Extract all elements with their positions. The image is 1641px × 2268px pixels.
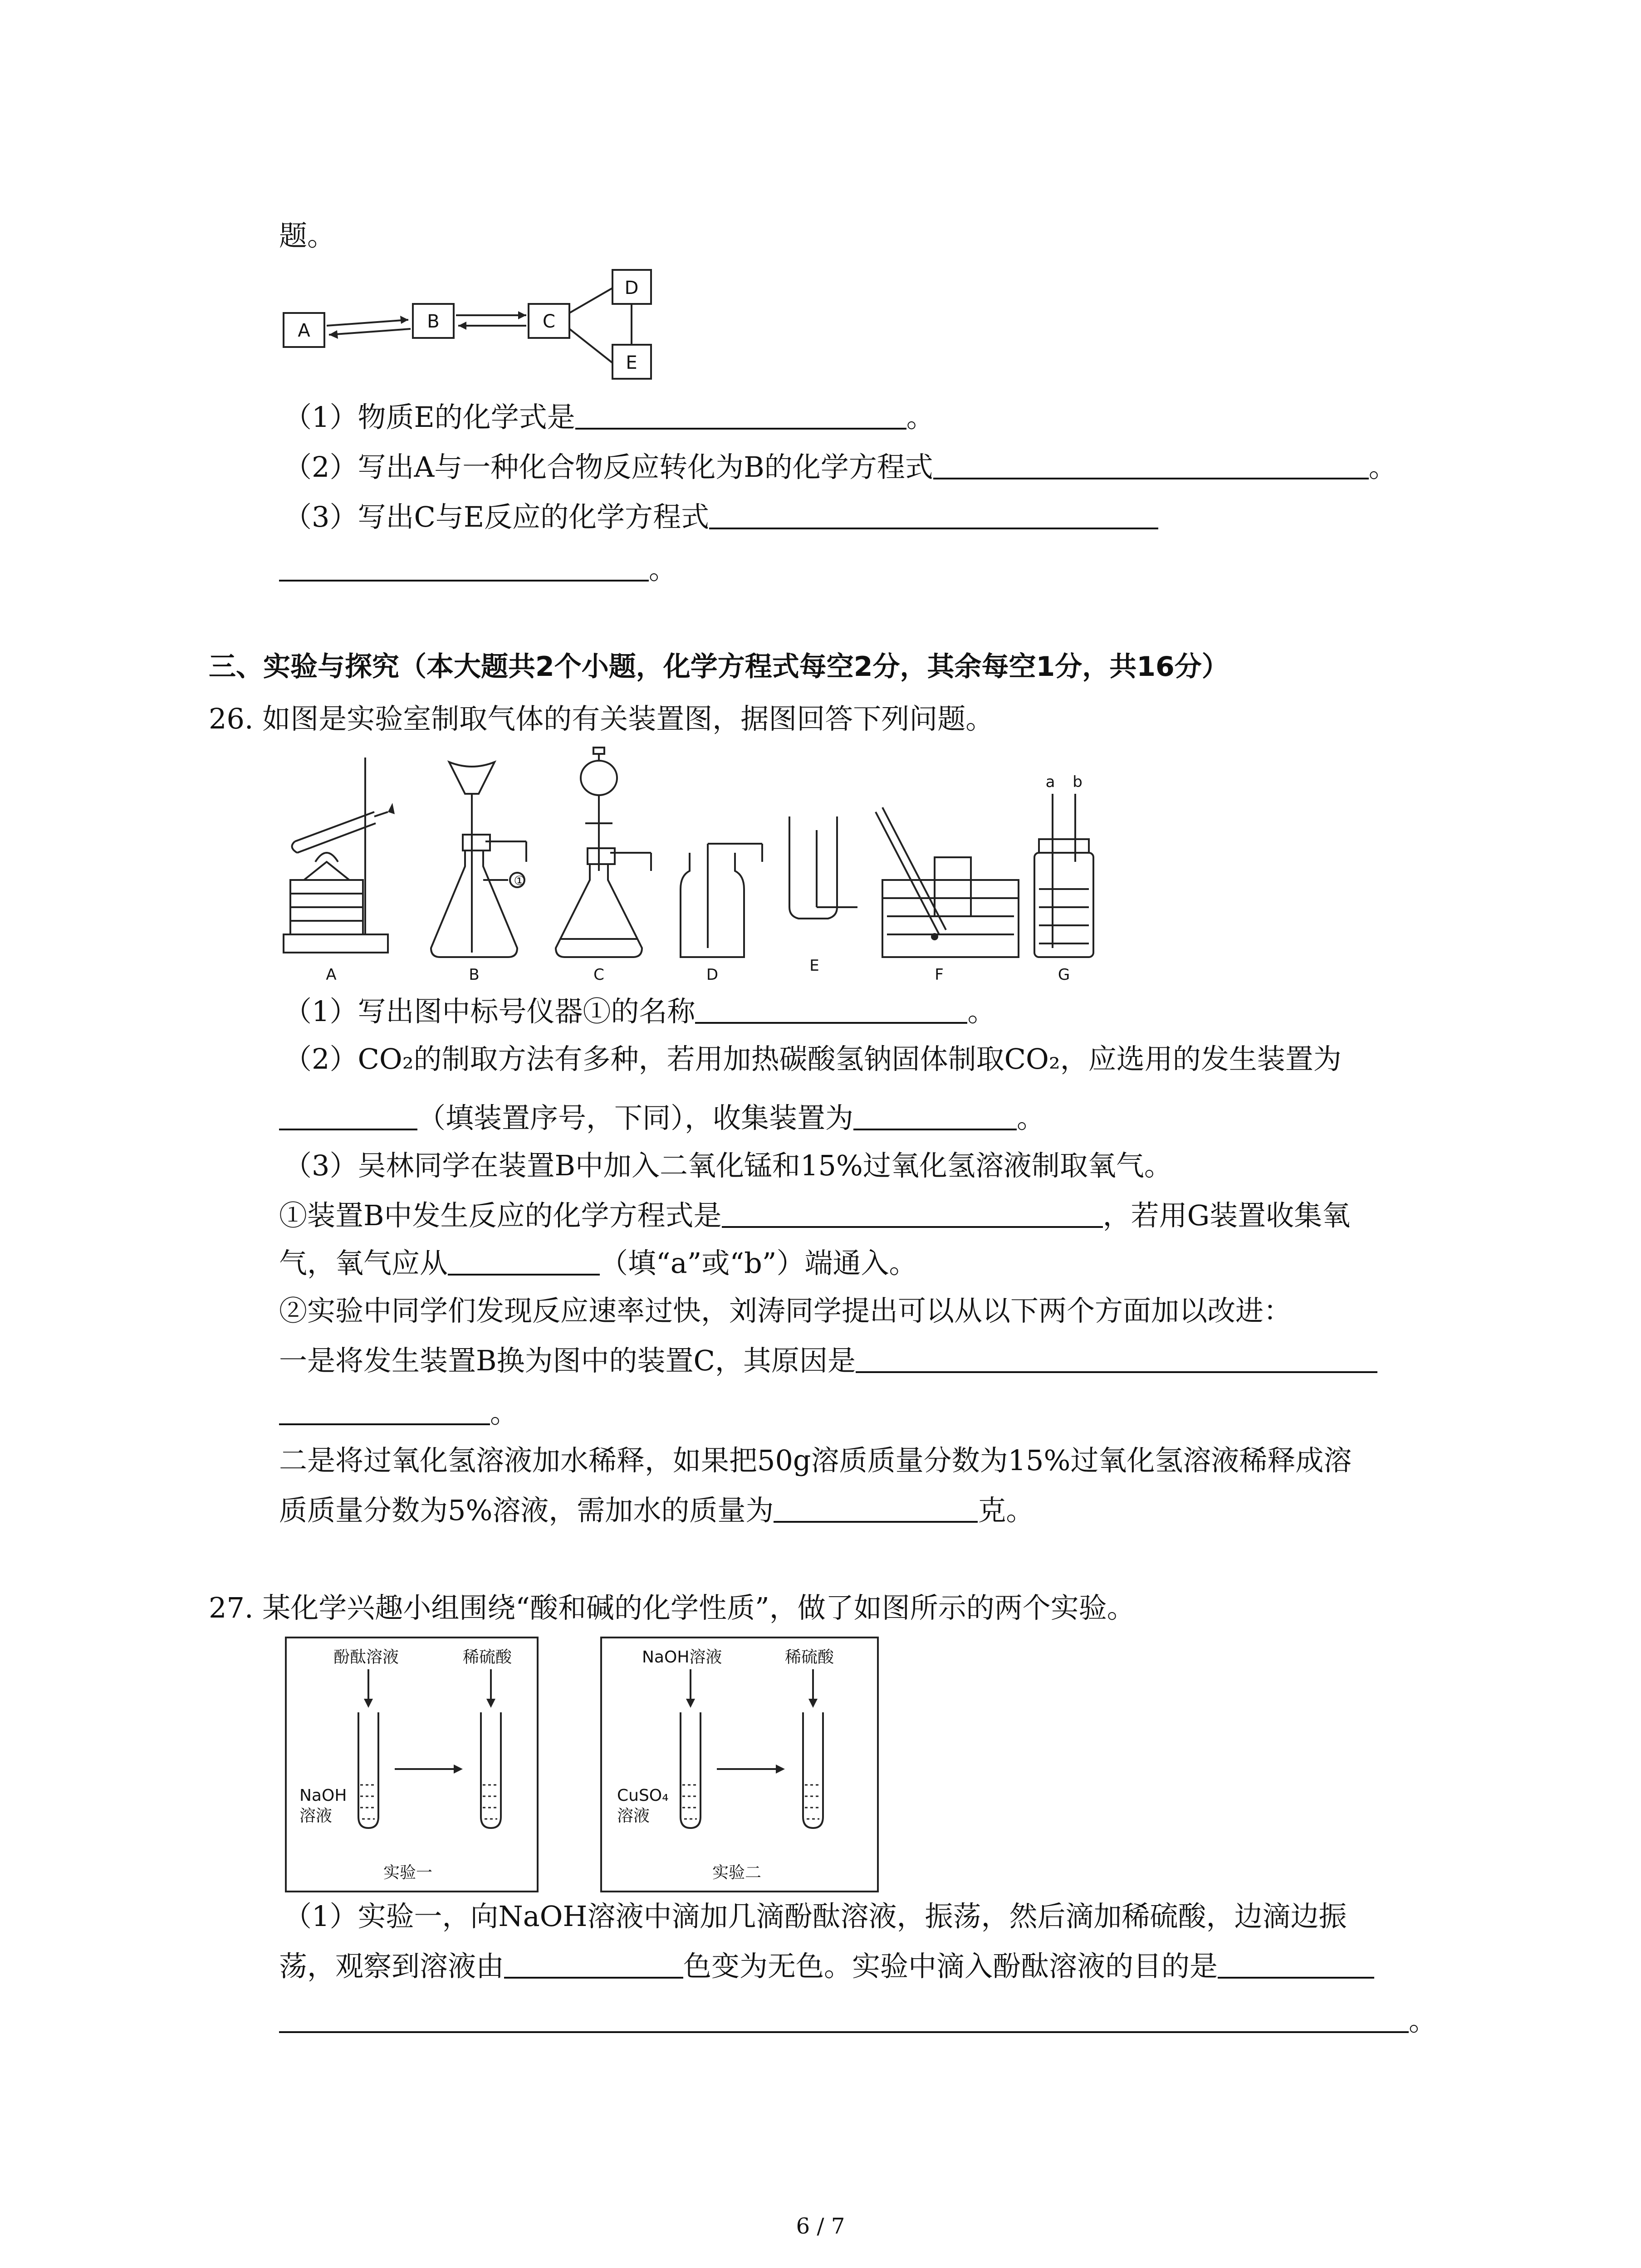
q26-part3a [279,1198,1350,1234]
q26-reason-blank-2[interactable] [279,1395,490,1425]
q26-collection-device-blank[interactable] [853,1100,1017,1130]
q26-part3b: ②实验中同学们发现反应速率过快，刘涛同学提出可以从以下两个方面加以改进： [279,1294,1292,1327]
q25-part1-text: （1）物质E的化学式是 [284,401,575,434]
q25-part3-cont [279,551,677,587]
q26-stem: 26. 如图是实验室制取气体的有关装置图，据图回答下列问题。 [209,702,994,735]
exp1-caption: 实验一 [383,1863,433,1882]
node-c: C [543,311,555,332]
q27-purpose-blank-2[interactable] [279,2003,1409,2033]
section-heading: 三、实验与探究（本大题共2个小题，化学方程式每空2分，其余每空1分，共16分） [209,651,1229,683]
node-b: B [427,311,440,332]
q26-part2-mid: （填装置序号，下同），收集装置为 [417,1101,854,1134]
node-a: A [298,320,310,341]
q25-part2-text: （2）写出A与一种化合物反应转化为B的化学方程式 [284,450,933,484]
q26-part2-end: 。 [1017,1101,1045,1134]
q27-part1-line3-end: 。 [1409,2004,1437,2037]
q27-part1-line2-start: 荡，观察到溶液由 [279,1950,505,1983]
q26-part1-end: 。 [967,995,996,1028]
q27-stem: 27. 某化学兴趣小组围绕“酸和碱的化学性质”，做了如图所示的两个实验。 [209,1591,1135,1624]
q25-part1 [284,399,935,435]
q26-part3b-second-line1: 二是将过氧化氢溶液加水稀释，如果把50g溶质质量分数为15%过氧化氢溶液稀释成溶 [279,1444,1352,1477]
q25-part3-text: （3）写出C与E反应的化学方程式 [284,500,710,533]
exp1-reagent-left: 酚酞溶液 [333,1648,399,1667]
exp2-reagent-left: NaOH溶液 [642,1648,722,1667]
q26-part1 [284,993,995,1030]
label-d: D [706,966,719,984]
label-f: F [935,966,944,984]
exp2-caption: 实验二 [712,1863,762,1882]
q27-experiment-figure [281,1633,894,1896]
q26-part3b-first-end: 。 [490,1396,519,1429]
q26-port-blank[interactable] [448,1246,600,1276]
port-a: a [1045,773,1055,791]
q26-equation-blank[interactable] [722,1198,1103,1228]
exp2-reagent-right: 稀硫酸 [785,1648,834,1667]
node-d: D [624,278,639,298]
q26-part3a-text: ①装置B中发生反应的化学方程式是 [279,1199,722,1232]
q26-part3b-second-end: 克。 [978,1494,1034,1527]
q26-part3a-line2-end: （填“a”或“b”）端通入。 [600,1246,917,1280]
q26-apparatus-figure [272,744,1102,989]
q27-color-blank[interactable] [504,1949,683,1979]
q26-generation-device-blank[interactable] [279,1100,417,1130]
q27-part1-line1: （1）实验一，向NaOH溶液中滴加几滴酚酞溶液，振荡，然后滴加稀硫酸，边滴边振 [284,1900,1347,1933]
port-b: b [1073,773,1083,791]
q25-part2-answer-blank[interactable] [933,450,1369,479]
q26-part1-answer-blank[interactable] [695,994,967,1024]
page-number: 6 / 7 [796,2214,845,2239]
exp1-solution-bottom: 溶液 [299,1807,333,1825]
label-e: E [809,957,819,975]
q26-part3b-second-text: 质质量分数为5%溶液，需加水的质量为 [279,1494,774,1527]
exp2-solution-top: CuSO₄ [617,1786,669,1805]
q27-part1-line3 [279,2003,1437,2039]
q25-part2 [284,449,1397,485]
q26-part2-line1: （2）CO₂的制取方法有多种，若用加热碳酸氢钠固体制取CO₂，应选用的发生装置为 [284,1042,1342,1075]
label-g: G [1058,966,1070,984]
label-c: C [593,966,604,984]
exp1-reagent-right: 稀硫酸 [463,1648,512,1667]
q27-purpose-blank-1[interactable] [1218,1949,1374,1979]
q25-part1-end: 。 [906,401,935,434]
q25-part3-answer-blank-2[interactable] [279,552,649,582]
q26-part2-line2 [279,1100,1045,1136]
q26-part3b-first-cont [279,1395,518,1431]
q25-part3-answer-blank-1[interactable] [709,499,1158,529]
q25-part3 [284,499,1158,535]
q25-part1-answer-blank[interactable] [575,400,906,430]
exp1-solution-top: NaOH [299,1786,347,1805]
q26-water-mass-blank[interactable] [774,1493,978,1523]
q27-part1-line2 [279,1948,1374,1984]
label-b: B [469,966,480,984]
q26-part3a-tail: ，若用G装置收集氧 [1102,1199,1351,1232]
q25-intro-tail: 题。 [279,219,336,252]
q26-part3b-second-line2 [279,1492,1034,1529]
q26-part3b-first-text: 一是将发生装置B换为图中的装置C，其原因是 [279,1344,856,1377]
q25-part2-end: 。 [1368,450,1397,484]
q25-part3-end: 。 [649,552,677,586]
marker-1: ① [514,873,525,888]
q26-part3b-first [279,1343,1377,1379]
label-a: A [326,966,337,984]
q25-relation-diagram [272,259,681,390]
q26-part3a-line2-start: 气，氧气应从 [279,1246,448,1280]
node-e: E [626,352,637,373]
q26-part3a-line2 [279,1245,917,1281]
q26-part3: （3）吴林同学在装置B中加入二氧化锰和15%过氧化氢溶液制取氧气。 [284,1149,1172,1182]
q26-reason-blank-1[interactable] [856,1343,1377,1373]
q27-part1-line2-mid: 色变为无色。实验中滴入酚酞溶液的目的是 [683,1950,1218,1983]
exp2-solution-bottom: 溶液 [617,1807,650,1825]
q26-part1-text: （1）写出图中标号仪器①的名称 [284,995,696,1028]
